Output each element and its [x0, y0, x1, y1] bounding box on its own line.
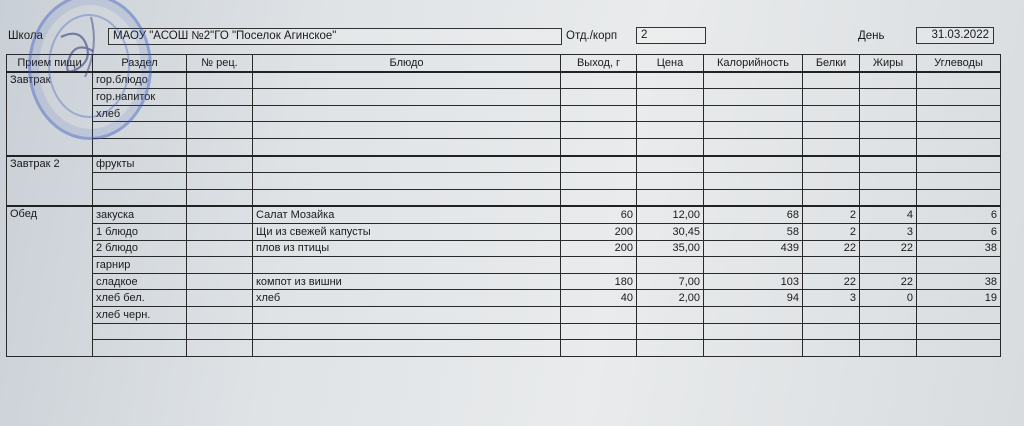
fat-cell — [860, 306, 917, 323]
carbs-cell — [917, 306, 1001, 323]
yield-cell: 40 — [561, 290, 637, 307]
protein-cell — [803, 306, 860, 323]
table-row — [7, 173, 1001, 190]
kcal-cell — [704, 156, 803, 173]
recipe-cell — [187, 340, 253, 357]
carbs-cell: 38 — [917, 273, 1001, 290]
price-cell — [637, 156, 704, 173]
section-cell — [93, 189, 187, 206]
section-cell: гор.блюдо — [93, 72, 187, 89]
col-price: Цена — [637, 55, 704, 72]
kcal-cell — [704, 105, 803, 122]
dish-cell: Щи из свежей капусты — [253, 223, 561, 240]
section-cell — [93, 122, 187, 139]
meal-breakfast: Завтрак — [7, 72, 93, 156]
recipe-cell — [187, 306, 253, 323]
recipe-cell — [187, 72, 253, 89]
fat-cell: 0 — [860, 290, 917, 307]
school-label: Школа — [8, 30, 43, 42]
menu-table — [6, 54, 1001, 357]
price-cell: 30,45 — [637, 223, 704, 240]
yield-cell — [561, 257, 637, 274]
kcal-cell: 68 — [704, 206, 803, 223]
building-label: Отд./корп — [566, 30, 618, 42]
section-cell: гарнир — [93, 257, 187, 274]
carbs-cell: 6 — [917, 223, 1001, 240]
dish-cell — [253, 156, 561, 173]
fat-cell — [860, 105, 917, 122]
price-cell — [637, 306, 704, 323]
price-cell — [637, 189, 704, 206]
dish-cell — [253, 323, 561, 340]
table-row — [7, 72, 1001, 89]
price-cell — [637, 122, 704, 139]
section-cell — [93, 323, 187, 340]
protein-cell — [803, 72, 860, 89]
yield-cell — [561, 173, 637, 190]
section-cell: 1 блюдо — [93, 223, 187, 240]
carbs-cell — [917, 138, 1001, 155]
col-dish: Блюдо — [253, 55, 561, 72]
table-row — [7, 290, 1001, 307]
section-cell: хлеб бел. — [93, 290, 187, 307]
table-row — [7, 122, 1001, 139]
protein-cell — [803, 323, 860, 340]
section-cell — [93, 173, 187, 190]
fat-cell: 22 — [860, 240, 917, 257]
fat-cell — [860, 323, 917, 340]
carbs-cell — [917, 189, 1001, 206]
protein-cell — [803, 122, 860, 139]
recipe-cell — [187, 290, 253, 307]
section-cell — [93, 138, 187, 155]
fat-cell — [860, 173, 917, 190]
price-cell — [637, 173, 704, 190]
school-field: МАОУ "АСОШ №2"ГО "Поселок Агинское" — [108, 28, 562, 45]
dish-cell — [253, 173, 561, 190]
protein-cell — [803, 156, 860, 173]
kcal-cell: 94 — [704, 290, 803, 307]
protein-cell — [803, 89, 860, 106]
fat-cell — [860, 189, 917, 206]
kcal-cell — [704, 72, 803, 89]
col-carbs: Углеводы — [917, 55, 1001, 72]
recipe-cell — [187, 240, 253, 257]
carbs-cell — [917, 323, 1001, 340]
building-field: 2 — [636, 27, 706, 44]
dish-cell — [253, 257, 561, 274]
recipe-cell — [187, 189, 253, 206]
table-row — [7, 189, 1001, 206]
kcal-cell — [704, 89, 803, 106]
protein-cell: 2 — [803, 223, 860, 240]
recipe-cell — [187, 173, 253, 190]
carbs-cell — [917, 122, 1001, 139]
section-cell: хлеб — [93, 105, 187, 122]
carbs-cell — [917, 257, 1001, 274]
col-protein: Белки — [803, 55, 860, 72]
section-cell: 2 блюдо — [93, 240, 187, 257]
kcal-cell — [704, 306, 803, 323]
yield-cell — [561, 156, 637, 173]
fat-cell — [860, 89, 917, 106]
col-meal: Прием пищи — [7, 55, 93, 72]
table-row — [7, 257, 1001, 274]
table-row — [7, 223, 1001, 240]
table-row — [7, 105, 1001, 122]
yield-cell: 60 — [561, 206, 637, 223]
price-cell — [637, 257, 704, 274]
protein-cell — [803, 138, 860, 155]
fat-cell: 3 — [860, 223, 917, 240]
fat-cell — [860, 257, 917, 274]
protein-cell: 22 — [803, 240, 860, 257]
table-row — [7, 273, 1001, 290]
day-label: День — [858, 30, 885, 42]
price-cell — [637, 89, 704, 106]
table-row — [7, 323, 1001, 340]
price-cell — [637, 340, 704, 357]
protein-cell — [803, 257, 860, 274]
recipe-cell — [187, 156, 253, 173]
section-cell: гор.напиток — [93, 89, 187, 106]
protein-cell — [803, 105, 860, 122]
dish-cell: компот из вишни — [253, 273, 561, 290]
recipe-cell — [187, 323, 253, 340]
carbs-cell: 38 — [917, 240, 1001, 257]
kcal-cell — [704, 138, 803, 155]
carbs-cell — [917, 105, 1001, 122]
dish-cell — [253, 122, 561, 139]
yield-cell — [561, 323, 637, 340]
col-kcal: Калорийность — [704, 55, 803, 72]
price-cell — [637, 138, 704, 155]
kcal-cell — [704, 323, 803, 340]
section-cell: фрукты — [93, 156, 187, 173]
yield-cell: 180 — [561, 273, 637, 290]
yield-cell — [561, 138, 637, 155]
kcal-cell — [704, 122, 803, 139]
protein-cell — [803, 173, 860, 190]
protein-cell — [803, 340, 860, 357]
dish-cell: плов из птицы — [253, 240, 561, 257]
price-cell: 2,00 — [637, 290, 704, 307]
kcal-cell — [704, 340, 803, 357]
carbs-cell — [917, 173, 1001, 190]
protein-cell: 3 — [803, 290, 860, 307]
fat-cell — [860, 156, 917, 173]
yield-cell — [561, 105, 637, 122]
kcal-cell — [704, 173, 803, 190]
table-row — [7, 138, 1001, 155]
yield-cell: 200 — [561, 223, 637, 240]
section-cell: закуска — [93, 206, 187, 223]
col-fat: Жиры — [860, 55, 917, 72]
kcal-cell: 58 — [704, 223, 803, 240]
protein-cell: 2 — [803, 206, 860, 223]
table-row — [7, 306, 1001, 323]
kcal-cell — [704, 257, 803, 274]
dish-cell: хлеб — [253, 290, 561, 307]
price-cell: 35,00 — [637, 240, 704, 257]
price-cell: 7,00 — [637, 273, 704, 290]
table-row — [7, 340, 1001, 357]
fat-cell — [860, 72, 917, 89]
kcal-cell — [704, 189, 803, 206]
yield-cell — [561, 306, 637, 323]
yield-cell — [561, 189, 637, 206]
col-section: Раздел — [93, 55, 187, 72]
recipe-cell — [187, 223, 253, 240]
dish-cell — [253, 72, 561, 89]
yield-cell — [561, 122, 637, 139]
yield-cell — [561, 89, 637, 106]
price-cell — [637, 323, 704, 340]
table-row — [7, 89, 1001, 106]
price-cell — [637, 105, 704, 122]
yield-cell — [561, 72, 637, 89]
table-row — [7, 156, 1001, 173]
kcal-cell: 103 — [704, 273, 803, 290]
carbs-cell — [917, 156, 1001, 173]
protein-cell — [803, 189, 860, 206]
dish-cell — [253, 89, 561, 106]
header-row — [7, 55, 1001, 72]
yield-cell — [561, 340, 637, 357]
recipe-cell — [187, 206, 253, 223]
day-field: 31.03.2022 — [916, 27, 994, 44]
fat-cell: 4 — [860, 206, 917, 223]
carbs-cell: 19 — [917, 290, 1001, 307]
meal-lunch: Обед — [7, 206, 93, 356]
kcal-cell: 439 — [704, 240, 803, 257]
recipe-cell — [187, 89, 253, 106]
fat-cell — [860, 340, 917, 357]
recipe-cell — [187, 257, 253, 274]
meal-breakfast-2: Завтрак 2 — [7, 156, 93, 207]
fat-cell: 22 — [860, 273, 917, 290]
dish-cell — [253, 189, 561, 206]
price-cell: 12,00 — [637, 206, 704, 223]
dish-cell: Салат Мозайка — [253, 206, 561, 223]
dish-cell — [253, 138, 561, 155]
carbs-cell — [917, 89, 1001, 106]
recipe-cell — [187, 122, 253, 139]
price-cell — [637, 72, 704, 89]
section-cell: хлеб черн. — [93, 306, 187, 323]
carbs-cell — [917, 72, 1001, 89]
recipe-cell — [187, 138, 253, 155]
dish-cell — [253, 105, 561, 122]
section-cell: сладкое — [93, 273, 187, 290]
dish-cell — [253, 340, 561, 357]
table-row — [7, 240, 1001, 257]
fat-cell — [860, 122, 917, 139]
yield-cell: 200 — [561, 240, 637, 257]
carbs-cell — [917, 340, 1001, 357]
section-cell — [93, 340, 187, 357]
col-recipe: № рец. — [187, 55, 253, 72]
protein-cell: 22 — [803, 273, 860, 290]
fat-cell — [860, 138, 917, 155]
carbs-cell: 6 — [917, 206, 1001, 223]
table-row — [7, 206, 1001, 223]
col-yield: Выход, г — [561, 55, 637, 72]
dish-cell — [253, 306, 561, 323]
recipe-cell — [187, 105, 253, 122]
recipe-cell — [187, 273, 253, 290]
